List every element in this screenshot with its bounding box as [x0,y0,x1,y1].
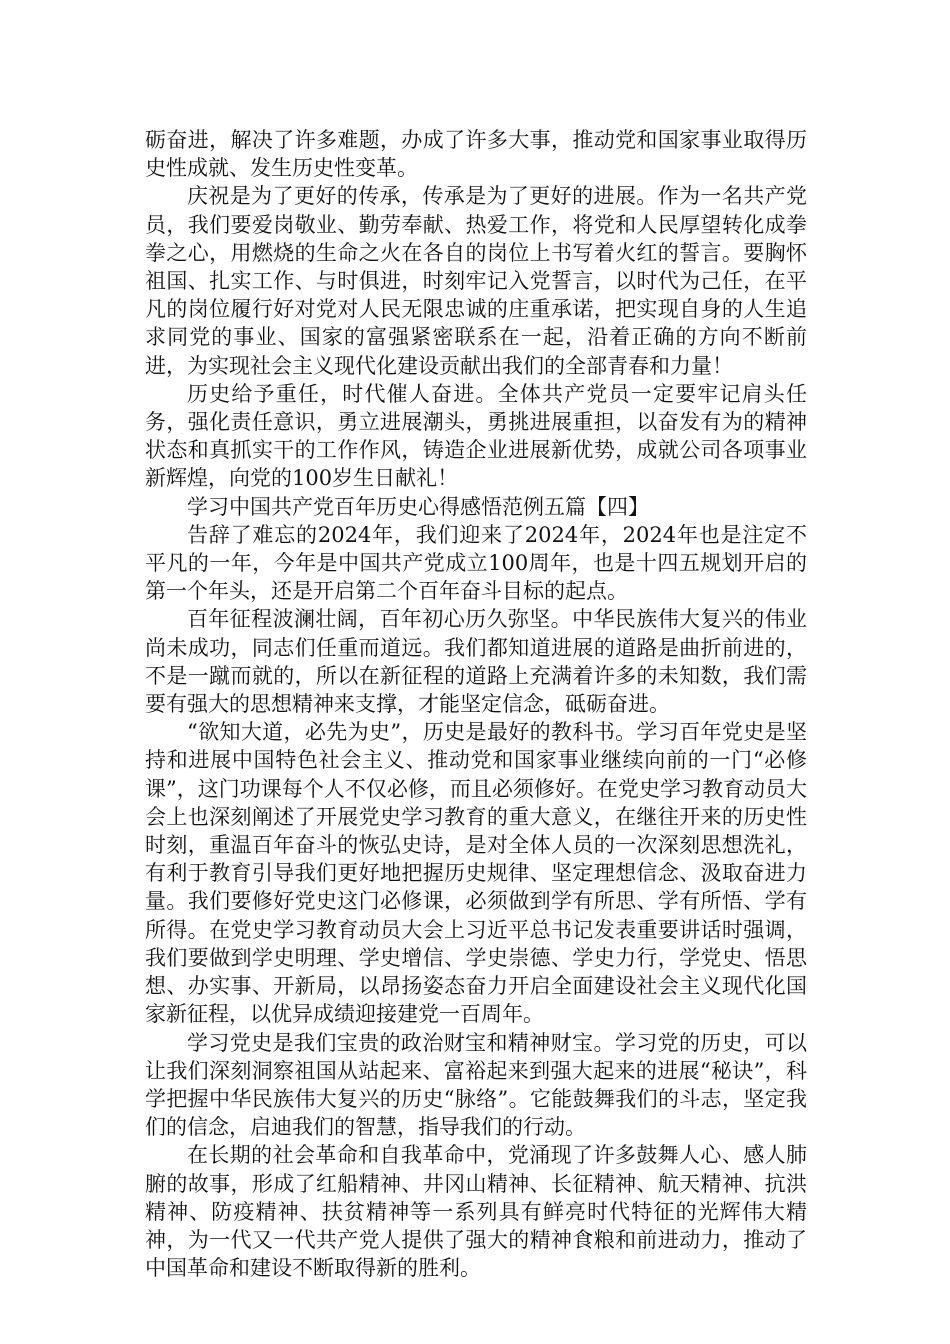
paragraph-celebration: 庆祝是为了更好的传承，传承是为了更好的进展。作为一名共产党员，我们要爱岗敬业、勤劳奉献、热爱工作，将党和人民厚望转化成拳拳之心，用燃烧的生命之火在各自的岗位上书写着火红的誓言。要胸怀祖国、扎实工作、与时俱进，时刻牢记入党誓言，以时代为己任，在平凡的岗位履行好对党对人民无限忠诚的庄重承诺，把实现自身的人生追求同党的事业、国家的富强紧密联系在一起，沿着正确的方向不断前进，为实现社会主义现代化建设贡献出我们的全部青春和力量！ [145,184,807,378]
paragraph-treasure: 学习党史是我们宝贵的政治财宝和精神财宝。学习党的历史，可以让我们深刻洞察祖国从站起来、富裕起来到强大起来的进展“秘诀”，科学把握中华民族伟大复兴的历史“脉络”。它能鼓舞我们的斗志，坚定我们的信念，启迪我们的智慧，指导我们的行动。 [145,1030,807,1140]
paragraph-century-journey: 百年征程波澜壮阔，百年初心历久弥坚。中华民族伟大复兴的伟业尚未成功，同志们任重而道远。我们都知道进展的道路是曲折前进的，不是一蹴而就的，所以在新征程的道路上充满着许多的未知数，我们需要有强大的思想精神来支撑，才能坚定信念，砥砺奋进。 [145,607,807,717]
paragraph-history-duty: 历史给予重任，时代催人奋进。全体共产党员一定要牢记肩头任务，强化责任意识，勇立进展潮头，勇挑进展重担，以奋发有为的精神状态和真抓实干的工作作风，铸造企业进展新优势，成就公司各项事业新辉煌，向党的100岁生日献礼！ [145,381,807,491]
paragraph-farewell: 告辞了难忘的2024年，我们迎来了2024年，2024年也是注定不平凡的一年，今年是中国共产党成立100周年，也是十四五规划开启的第一个年头，还是开启第二个百年奋斗目标的起点。 [145,522,807,604]
paragraph-textbook: “欲知大道，必先为史”，历史是最好的教科书。学习百年党史是坚持和进展中国特色社会主义、推动党和国家事业继续向前的一门“必修课”，这门功课每个人不仅必修，而且必须修好。在党史学习教育动员大会上也深刻阐述了开展党史学习教育的重大意义，在继往开来的历史性时刻，重温百年奋斗的恢弘史诗，是对全体人员的一次深刻思想洗礼，有利于教育引导我们更好地把握历史规律、坚定理想信念、汲取奋进力量。我们要修好党史这门必修课，必须做到学有所思、学有所悟、学有所得。在党史学习教育动员大会上习近平总书记发表重要讲话时强调，我们要做到学史明理、学史增信、学史崇德、学史力行，学党史、悟思想、办实事、开新局，以昂扬姿态奋力开启全面建设社会主义现代化国家新征程，以优异成绩迎接建党一百周年。 [145,720,807,1027]
section-heading: 学习中国共产党百年历史心得感悟范例五篇【四】 [187,494,649,519]
paragraph-spirit: 在长期的社会革命和自我革命中，党涌现了许多鼓舞人心、感人肺腑的故事，形成了红船精神、井冈山精神、长征精神、航天精神、抗洪精神、防疫精神、扶贫精神等一系列具有鲜亮时代特征的光辉伟大精神，为一代又一代共产党人提供了强大的精神食粮和前进动力，推动了中国革命和建设不断取得新的胜利。 [145,1143,807,1281]
document-page [145,126,807,1282]
paragraph-continuation: 砺奋进，解决了许多难题，办成了许多大事，推动党和国家事业取得历史性成就、发生历史性变革。 [145,128,807,181]
